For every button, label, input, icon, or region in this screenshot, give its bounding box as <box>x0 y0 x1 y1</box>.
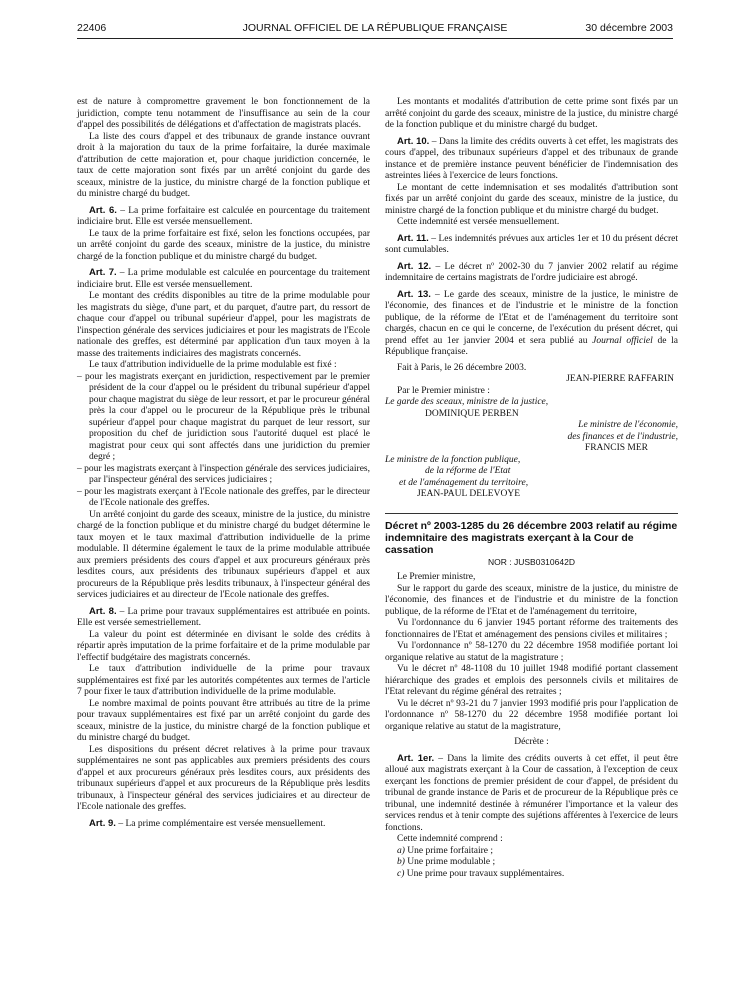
signature-prime-minister: JEAN-PIERRE RAFFARIN <box>566 374 674 384</box>
paragraph: Les montants et modalités d'attribution de cette prime sont fixés par un arrêté conjoint du garde des sceaux, ministre de la justice, du ministre chargé de la fonction publique et du ministre chargé du budget. <box>385 97 678 130</box>
journal-title: JOURNAL OFFICIEL DE LA RÉPUBLIQUE FRANÇAISE <box>242 22 508 34</box>
nor-reference: NOR : JUSB0310642D <box>488 556 575 567</box>
page-header <box>77 22 673 36</box>
paragraph: La valeur du point est déterminée en divisant le solde des crédits à répartir après imputation de la prime forfaitaire et de la prime modulable par l'effectif budgétaire des magistrats concernés. <box>77 629 370 663</box>
article-13: Art. 13. – Le garde des sceaux, ministre de la justice, le ministre de l'économie, des finances et de l'industrie et le ministre de la fonction publique, de la réforme de l'Etat et de l'aménagement du territoire sont chargés, chacun en ce qui le concerne, de l'exécution du présent décret, qui prend effet au 1er janvier 2004 et sera publié au Journal officiel de la République française. <box>385 288 678 357</box>
article-11: Art. 11. – Les indemnités prévues aux articles 1er et 10 du présent décret sont cumulables. <box>385 232 679 255</box>
article-label: Art. 12. <box>397 260 432 272</box>
paragraph: est de nature à compromettre gravement le bon fonctionnement de la juridiction, compte tenu notamment de l'insuffisance au sein de la cour d'appel des possibilités de délégations et d'affectation de magistrats placés. <box>77 97 370 130</box>
paragraph: La liste des cours d'appel et des tribunaux de grande instance ouvrant droit à la majoration du taux de la prime forfaitaire, la durée maximale d'attribution de cette majoration et, pour chaque juridiction concernée, le taux de cette majoration sont fixés par un arrêté conjoint du garde des sceaux, ministre de la justice, du ministre chargé de la fonction publique et du ministre chargé du budget. <box>77 131 370 199</box>
signatory-title: Le garde des sceaux, ministre de la justice, <box>385 397 549 407</box>
article-label: Art. 10. <box>397 135 430 147</box>
article-12: Art. 12. – Le décret nº 2002-30 du 7 janvier 2002 relatif au régime indemnitaire de certains magistrats de l'ordre judiciaire est abrogé. <box>385 260 678 283</box>
list-item: c) Une prime pour travaux supplémentaires. <box>397 868 565 879</box>
signatory-name: JEAN-PAUL DELEVOYE <box>417 489 520 499</box>
par-premier-ministre: Par le Premier ministre : <box>397 385 490 396</box>
paragraph: Le nombre maximal de points pouvant être attribués au titre de la prime pour travaux supplémentaires est fixé par un arrêté conjoint du garde des sceaux, ministre de la justice, du ministre chargé de la fonction publique et du ministre chargé du budget. <box>77 698 370 743</box>
paragraph: Vu l'ordonnance nº 58-1270 du 22 décembre 1958 modifiée portant loi organique relative au statut de la magistrature ; <box>385 641 678 663</box>
paragraph: Vu le décret nº 93-21 du 7 janvier 1993 modifié pris pour l'application de l'ordonnance nº 58-1270 du 22 décembre 1958 modifiée portant loi organique relative au statut de la magistrature, <box>385 698 678 732</box>
paragraph: Le taux de la prime forfaitaire est fixé, selon les fonctions occupées, par un arrêté conjoint du garde des sceaux, ministre de la justice, du ministre chargé de la fonction publique et du ministre chargé du budget. <box>77 228 370 262</box>
article-label: Art. 11. <box>397 232 429 244</box>
article-10: Art. 10. – Dans la limite des crédits ouverts à cet effet, les magistrats des cours d'appel, des tribunaux supérieurs d'appel et des tribunaux de grande instance et de première instance peuvent bénéficier de l'indemnisation des astreintes liées à l'exercice de leurs fonctions. <box>385 135 678 181</box>
article-label: Art. 7. <box>89 267 117 278</box>
paragraph: Sur le rapport du garde des sceaux, ministre de la justice, du ministre de l'économie, des finances et de l'industrie et du ministre de la fonction publique, de la réforme de l'Etat et de l'aménagement du territoire, <box>385 583 678 617</box>
list-item: – pour les magistrats exerçant en juridiction, respectivement par le premier président de la cour d'appel ou le président du tribunal supérieur d'appel pour chaque magistrat du siège de leur ressort, et par le procureur général près la cour d'appel ou le procureur de la République près le tribunal supérieur d'appel pour chaque magistrat du parquet de leur ressort, sur proposition du chef de juridiction sous l'autorité duquel est placé le magistrat pour ceux qui sont affectés dans une juridiction du premier degré ; <box>77 371 370 462</box>
signatory-name: FRANCIS MER <box>584 443 648 453</box>
signatory-title: de la réforme de l'Etat <box>425 466 511 476</box>
article-7: Art. 7. – La prime modulable est calculée en pourcentage du traitement indiciaire brut. Elle est versée mensuellement. <box>77 267 370 290</box>
page-number: 22406 <box>77 22 107 34</box>
paragraph: Les dispositions du présent décret relatives à la prime pour travaux supplémentaires ne sont pas applicables aux premiers présidents des cours d'appel et aux procureurs généraux près lesdites cours, aux présidents des tribunaux supérieurs d'appel et aux procureurs de la République près lesdits tribunaux, à l'inspecteur général des services judiciaires et au directeur de l'Ecole nationale des greffes. <box>77 744 370 812</box>
list-item: b) Une prime modulable ; <box>397 857 496 867</box>
paragraph: Le taux d'attribution individuelle de la prime pour travaux supplémentaires est fixé par les autorités compétentes aux termes de l'article 7 pour fixer le taux d'attribution individuelle de la prime modulable. <box>77 664 370 697</box>
left-column <box>77 97 370 830</box>
paragraph: Un arrêté conjoint du garde des sceaux, ministre de la justice, du ministre chargé de la fonction publique et du ministre chargé du budget détermine le taux moyen et le taux maximal d'attribution individuelle de la prime modulable. Il détermine également le taux de la prime modulable attribuée aux premiers présidents des cours d'appel et aux procureurs généraux près lesdites cours, aux présidents des tribunaux supérieurs d'appel et aux procureurs de la République près lesdits tribunaux, à l'inspecteur général des services judiciaires et au directeur de l'Ecole nationale des greffes. <box>77 509 370 600</box>
article-6: Art. 6. – La prime forfaitaire est calculée en pourcentage du traitement indiciaire brut. Elle est versée mensuellement. <box>77 204 370 227</box>
list-item: a) Une prime forfaitaire ; <box>397 845 494 856</box>
right-column <box>385 97 678 880</box>
paragraph: Le montant des crédits disponibles au titre de la prime modulable pour les magistrats du siège, d'une part, et du parquet, d'autre part, du ressort de chaque cour d'appel ou tribunal supérieur d'appel, pour les magistrats de l'inspection générale des services judiciaires et pour les magistrats de l'Ecole nationale des greffes, est déterminé par application d'un taux moyen à la masse des traitements indiciaires des magistrats concernés. <box>77 291 370 359</box>
article-1: Art. 1er. – Dans la limite des crédits ouverts à cet effet, il peut être alloué aux magistrats exerçant à la Cour de cassation, à l'exception de ceux exerçant les fonctions de premier président de cour d'appel, de président du tribunal de grande instance de Paris et de procureur de la République près ce tribunal, une indemnité destinée à rémunérer l'importance et la valeur des services rendus et à tenir compte des sujétions afférentes à l'exercice de leurs fonctions. <box>385 752 678 833</box>
paragraph: Le Premier ministre, <box>397 572 476 582</box>
signatory-title: et de l'aménagement du territoire, <box>399 477 529 488</box>
article-label: Art. 13. <box>397 288 431 300</box>
article-label: Art. 9. <box>89 817 116 829</box>
article-label: Art. 6. <box>89 204 117 216</box>
paragraph: Le montant de cette indemnisation et ses modalités d'attribution sont fixés par un arrêté conjoint du garde des sceaux, ministre de la justice, du ministre chargé de la fonction publique et du ministre chargé du budget. <box>385 182 678 216</box>
dash-list <box>77 372 370 510</box>
article-label: Art. 8. <box>89 605 117 617</box>
signatory-title: des finances et de l'industrie, <box>567 431 678 442</box>
paragraph: Cette indemnité comprend : <box>397 834 503 844</box>
list-item: – pour les magistrats exerçant à l'Ecole nationale des greffes, par le directeur de l'Ecole nationale des greffes. <box>77 486 370 508</box>
header-rule <box>77 38 673 39</box>
list-item: – pour les magistrats exerçant à l'inspection générale des services judiciaires, par l'inspecteur général des services judiciaires ; <box>77 463 370 485</box>
paragraph: Vu le décret nº 48-1108 du 10 juillet 1948 modifié portant classement hiérarchique des grades et emplois des personnels civils et militaires de l'Etat relevant du régime général des retraites ; <box>385 664 678 697</box>
decree-title: Décret nº 2003-1285 du 26 décembre 2003 relatif au régime indemnitaire des magistrats exerçant à la Cour de cassation <box>385 513 678 556</box>
signatory-title: Le ministre de la fonction publique, <box>385 454 521 465</box>
article-label: Art. 1er. <box>397 752 435 764</box>
signatory-name: DOMINIQUE PERBEN <box>425 408 519 419</box>
paragraph: Vu l'ordonnance du 6 janvier 1945 portant réforme des traitements des fonctionnaires de l'Etat et aménagement des pensions civiles et militaires ; <box>385 618 678 640</box>
journal-name: Journal officiel <box>592 335 653 346</box>
paragraph: Le taux d'attribution individuelle de la prime modulable est fixé : <box>89 360 337 370</box>
article-9: Art. 9. – La prime complémentaire est versée mensuellement. <box>89 817 326 829</box>
publication-date: 30 décembre 2003 <box>585 22 673 34</box>
signing-place-date: Fait à Paris, le 26 décembre 2003. <box>397 362 527 373</box>
paragraph: Cette indemnité est versée mensuellement. <box>397 217 560 227</box>
article-8: Art. 8. – La prime pour travaux supplémentaires est attribuée en points. Elle est versée semestriellement. <box>77 605 370 628</box>
signatory-title: Le ministre de l'économie, <box>578 420 678 430</box>
decrete: Décrète : <box>514 737 549 747</box>
